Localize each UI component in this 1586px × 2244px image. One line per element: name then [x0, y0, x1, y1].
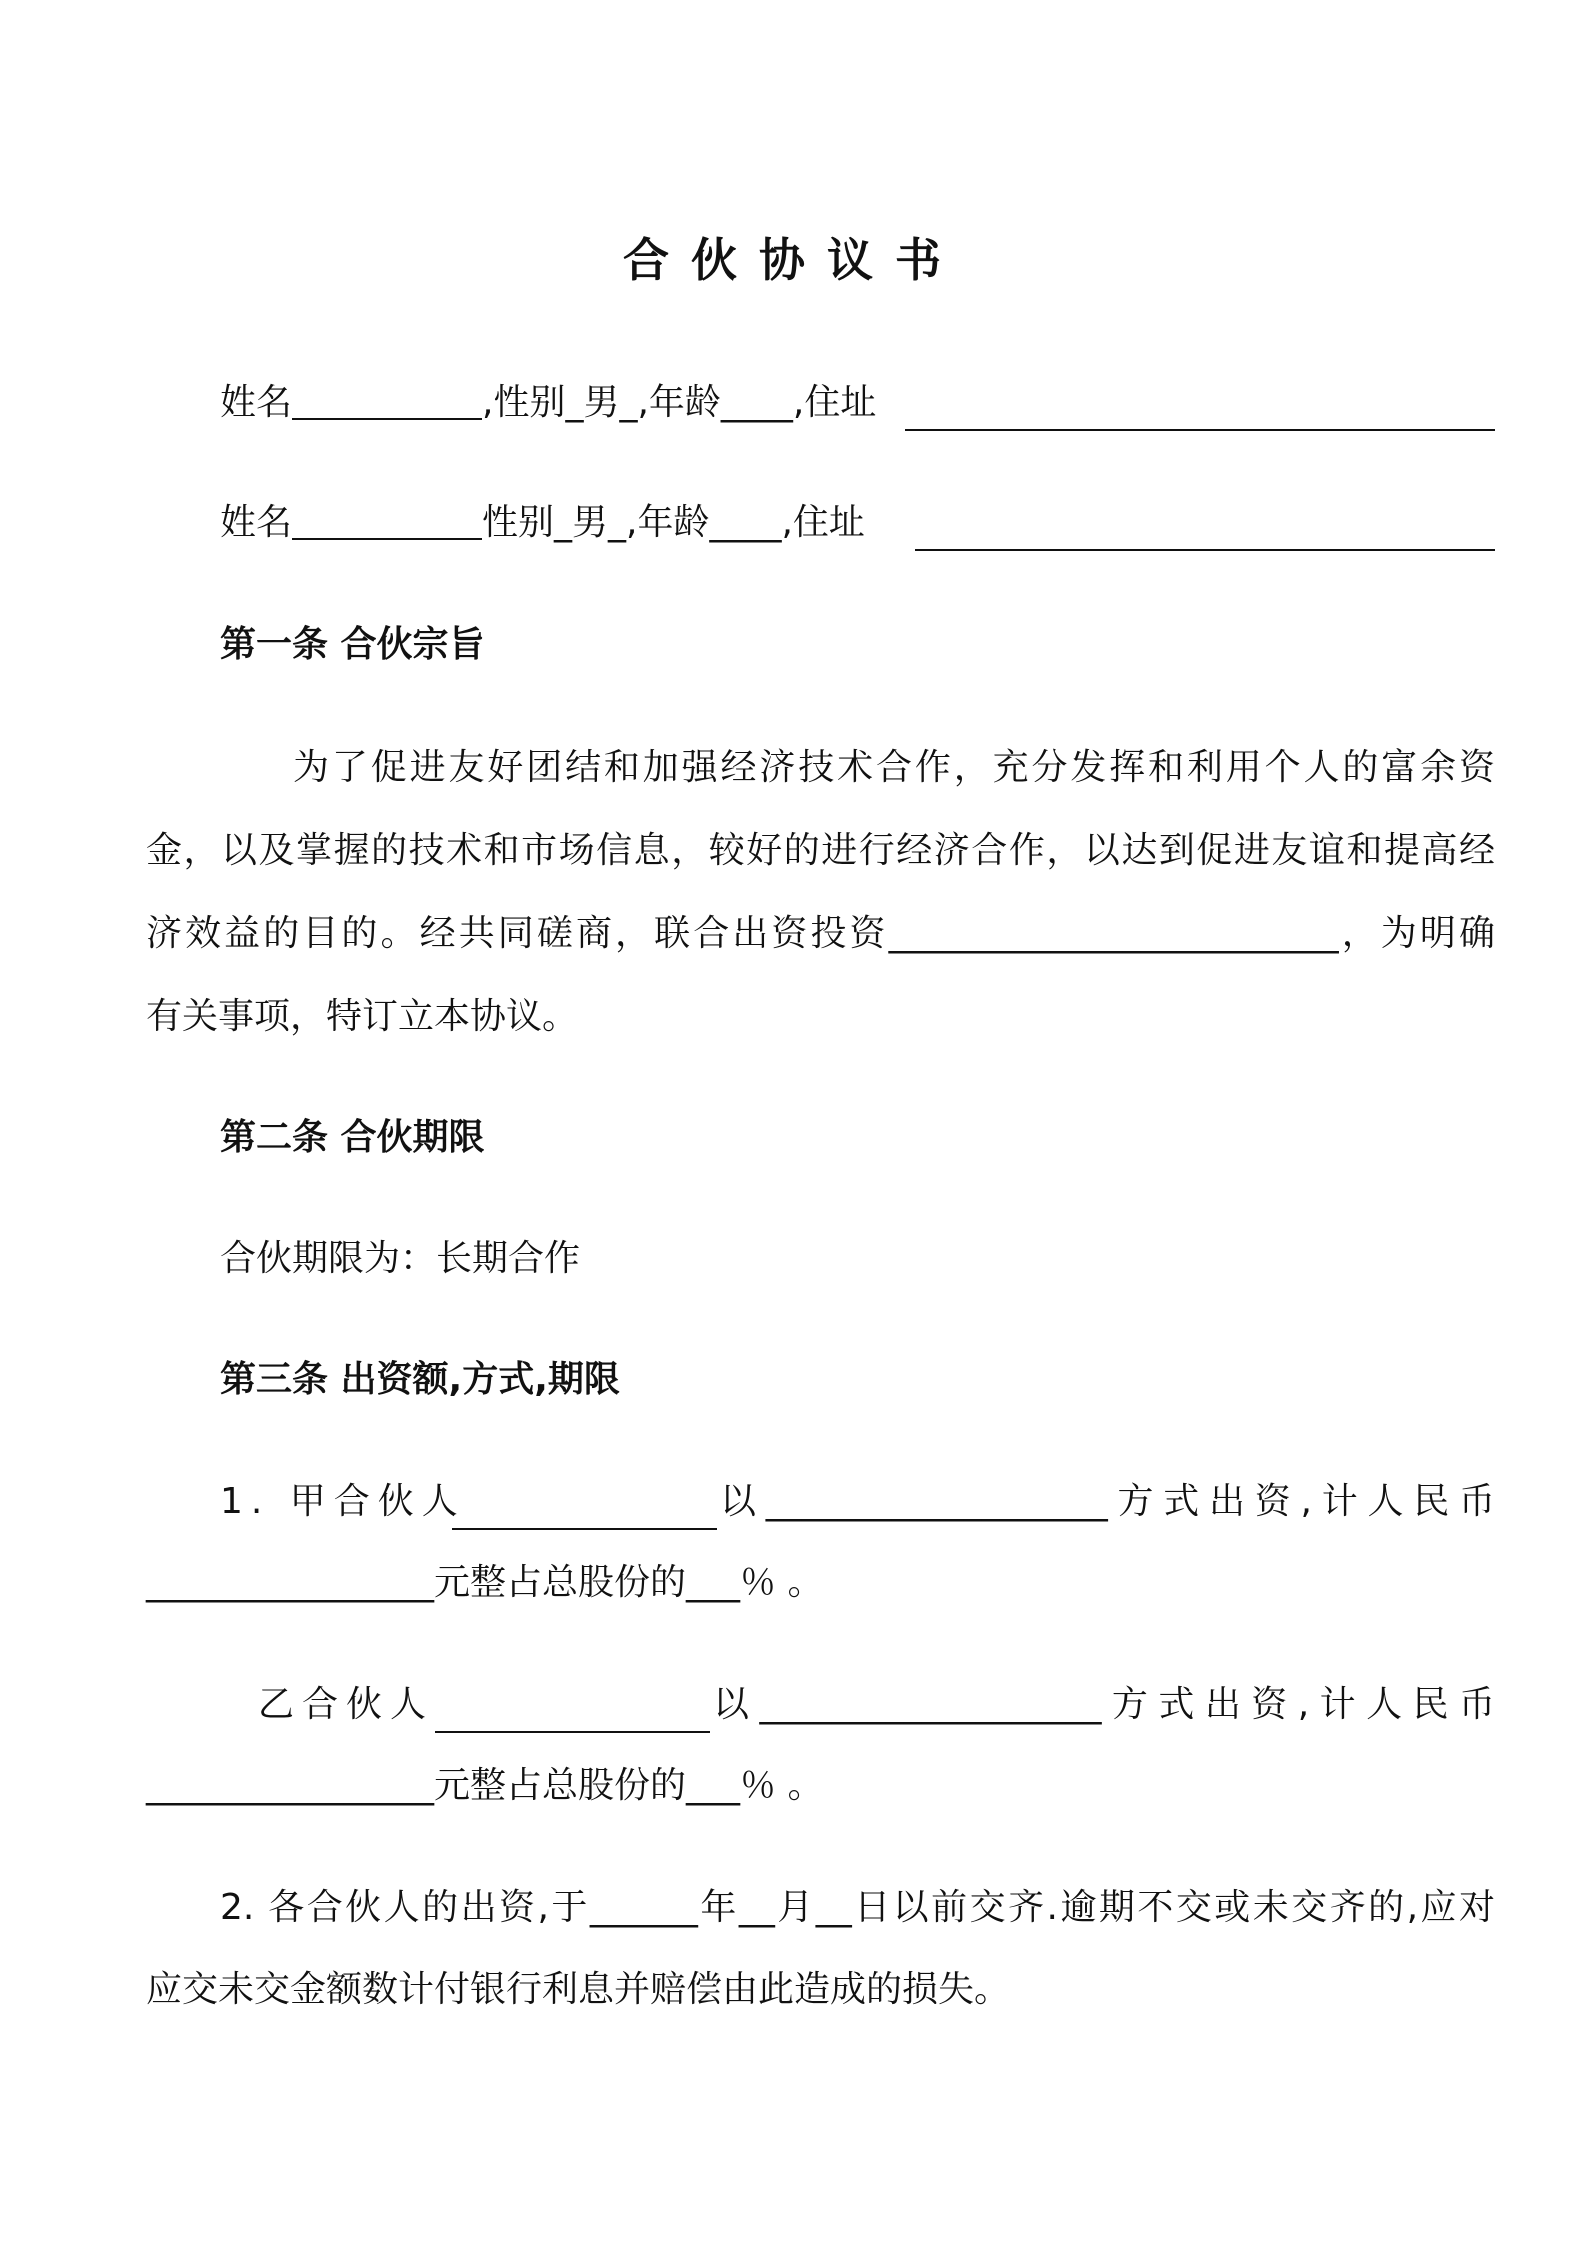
article-3-heading: 第三条 出资额,方式,期限	[220, 1359, 620, 1400]
article-2-term: 合伙期限为：长期合作	[220, 1238, 581, 1279]
gender-age-address-label: ,性别_男_,年龄____,住址	[482, 382, 877, 423]
article-2-heading: 第二条 合伙期限	[220, 1117, 485, 1158]
address-blank[interactable]	[915, 515, 1495, 551]
partner-b-label: 乙合伙人	[258, 1684, 435, 1725]
party-line-1	[220, 378, 876, 428]
partner-b-amount: ________________元整占总股份的___％ 。	[146, 1765, 824, 1806]
party-line-2	[220, 498, 865, 548]
article-1-heading: 第一条 合伙宗旨	[220, 624, 485, 665]
partner-b-line	[258, 1680, 434, 1730]
address-blank[interactable]	[905, 395, 1495, 431]
article-1-paragraph-line: 济效益的目的。经共同磋商，联合出资投资_________________________，为明确	[146, 913, 1495, 954]
name-label: 姓名	[220, 382, 293, 423]
document-title: 合伙协议书	[623, 233, 963, 287]
gender-age-address-label: 性别_男_,年龄____,住址	[482, 502, 865, 543]
contribution-deadline-line: 2. 各合伙人的出资,于______年__月__日以前交齐.逾期不交或未交齐的,应对	[220, 1887, 1495, 1928]
partner-a-label: 1. 甲合伙人	[220, 1481, 466, 1522]
article-1-paragraph-line: 有关事项，特订立本协议。	[146, 996, 579, 1037]
name-blank[interactable]	[292, 504, 482, 540]
partner-b-name-blank[interactable]	[435, 1697, 710, 1733]
partner-a-line	[220, 1477, 466, 1527]
partner-a-amount: ________________元整占总股份的___％ 。	[146, 1562, 824, 1603]
name-label: 姓名	[220, 502, 293, 543]
contribution-deadline-line: 应交未交金额数计付银行利息并赔偿由此造成的损失。	[146, 1969, 1011, 2010]
partner-b-method: 以___________________方式出资,计人民币	[713, 1684, 1495, 1725]
partner-a-name-blank[interactable]	[452, 1494, 717, 1530]
partner-a-method: 以___________________方式出资,计人民币	[720, 1481, 1495, 1522]
article-1-paragraph-line: 为了促进友好团结和加强经济技术合作，充分发挥和利用个人的富余资	[293, 747, 1495, 788]
name-blank[interactable]	[292, 384, 482, 420]
article-1-paragraph-line: 金，以及掌握的技术和市场信息，较好的进行经济合作，以达到促进友谊和提高经	[146, 830, 1495, 871]
